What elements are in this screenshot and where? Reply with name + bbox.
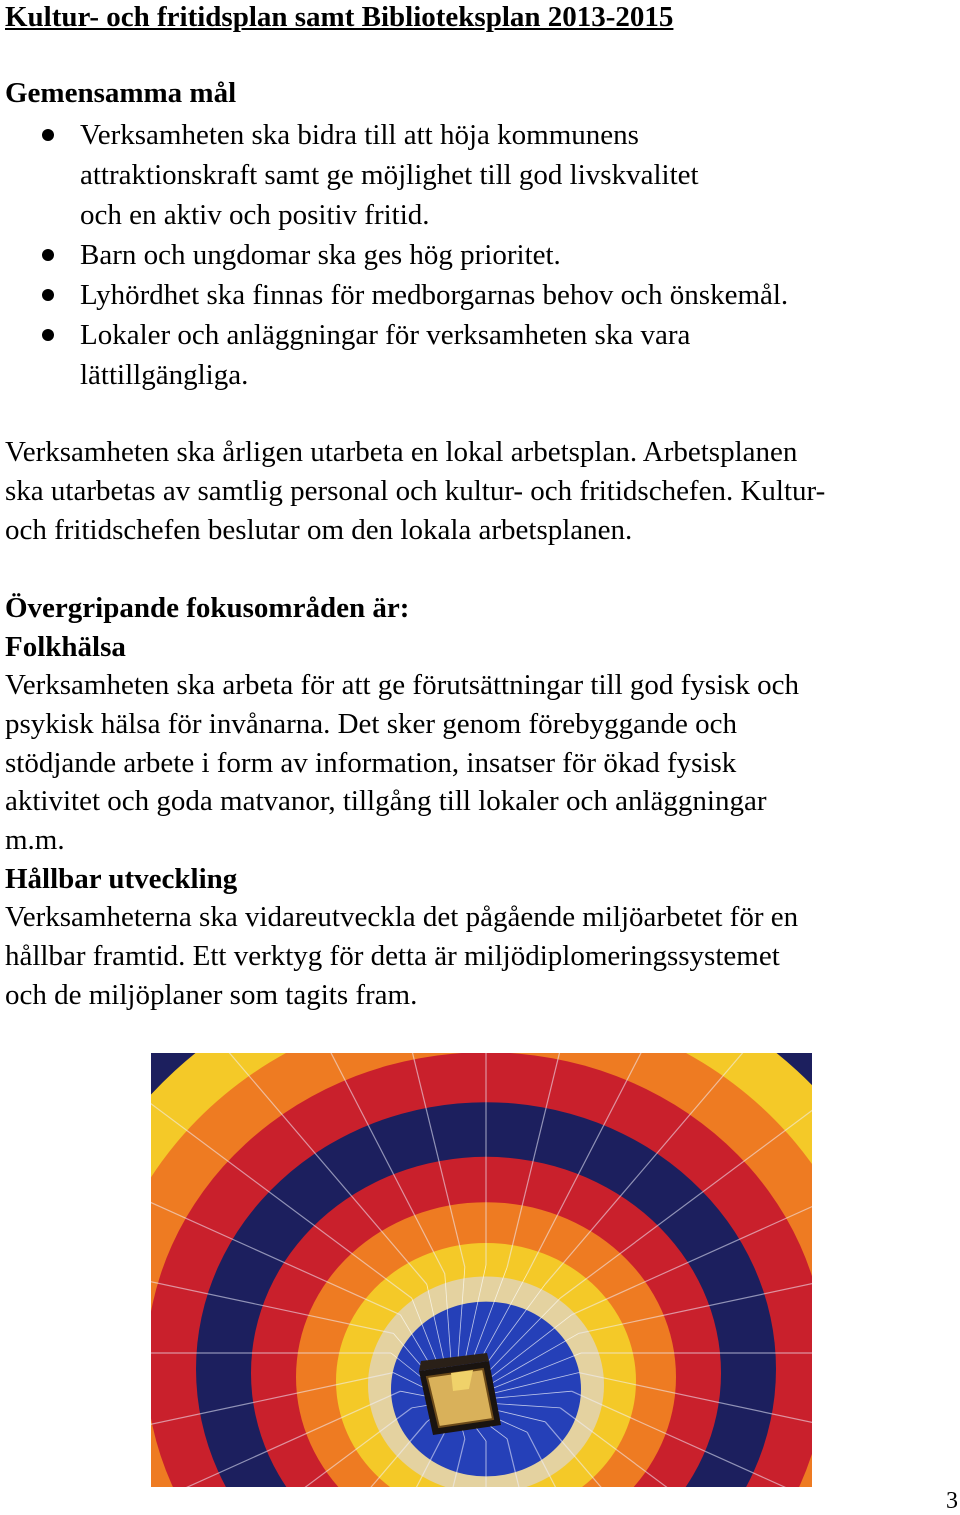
public-health-paragraph: Verksamheten ska arbeta för att ge förutsättningar till god fysisk och psykisk hälsa för invånarna. Det sker genom förebyggande och stödjande arbete i form av information, insatser för ökad fysisk aktivitet och goda matvanor, tillgång till lokaler och anläggningar m.m. xyxy=(5,669,800,857)
page-number: 3 xyxy=(946,1488,958,1514)
focus-areas-heading: Övergripande fokusområden är: xyxy=(5,592,410,624)
workplan-paragraph: Verksamheten ska årligen utarbeta en lokal arbetsplan. Arbetsplanen ska utarbetas av samtlig personal och kultur- och fritidschefen. Kultur- och fritidschefen beslutar om den lokala arbetsplanen. xyxy=(5,436,826,546)
common-goals-list xyxy=(0,115,960,395)
goal-item-youth: Barn och ungdomar ska ges hög prioritet. xyxy=(0,235,960,275)
goal-item-responsiveness: Lyhördhet ska finnas för medborgarnas behov och önskemål. xyxy=(0,275,960,315)
sustainability-heading: Hållbar utveckling xyxy=(5,863,238,895)
common-goals-heading: Gemensamma mål xyxy=(5,77,237,109)
balloon-basket xyxy=(419,1353,501,1435)
goal-item-attractiveness: Verksamheten ska bidra till att höja kommunens attraktionskraft samt ge möjlighet till god livskvalitet och en aktiv och positiv fritid. xyxy=(0,115,960,235)
sustainability-paragraph: Verksamheterna ska vidareutveckla det pågående miljöarbetet för en hållbar framtid. Ett verktyg för detta är miljödiplomeringssystemet och de miljöplaner som tagits fram. xyxy=(5,901,799,1011)
public-health-heading: Folkhälsa xyxy=(5,631,126,663)
hot-air-balloon-image xyxy=(151,1053,812,1487)
hot-air-balloon-illustration xyxy=(151,1053,812,1487)
goal-item-accessibility: Lokaler och anläggningar för verksamheten ska vara lättillgängliga. xyxy=(0,315,960,395)
document-title: Kultur- och fritidsplan samt Biblioteksplan 2013-2015 xyxy=(5,1,674,33)
